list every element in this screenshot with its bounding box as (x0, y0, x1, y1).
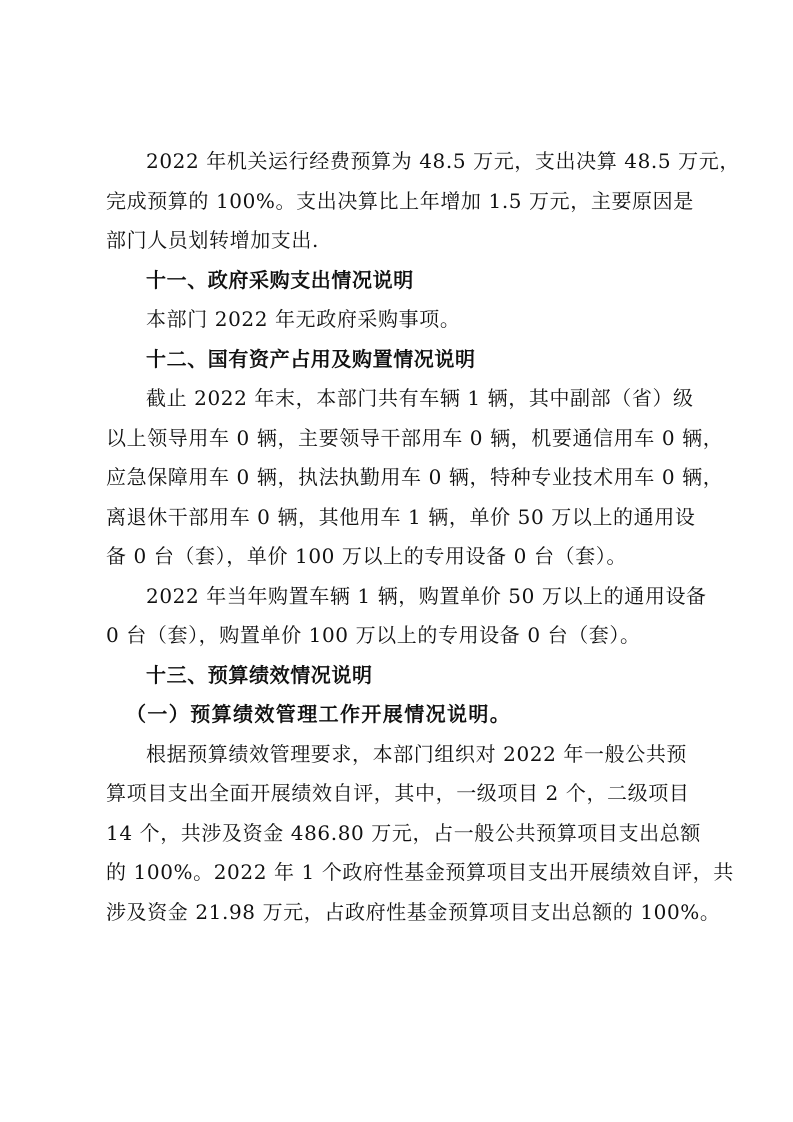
text-line: 14 个，共涉及资金 486.80 万元，占一般公共预算项目支出总额 (106, 820, 701, 845)
section-heading-13: 十三、预算绩效情况说明 (146, 662, 373, 687)
text-line: 备 0 台（套），单价 100 万以上的专用设备 0 台（套）。 (106, 544, 627, 568)
text-line: 截止 2022 年末，本部门共有车辆 1 辆，其中副部（省）级 (146, 386, 694, 410)
paragraph-procurement (106, 300, 690, 340)
text-line: 2022 年机关运行经费预算为 48.5 万元，支出决算 48.5 万元， (146, 149, 740, 173)
paragraph-running-costs (106, 142, 740, 261)
text-line: 应急保障用车 0 辆，执法执勤用车 0 辆，特种专业技术用车 0 辆， (106, 465, 724, 489)
text-line: 部门人员划转增加支出. (106, 228, 319, 252)
text-line: 0 台（套），购置单价 100 万以上的专用设备 0 台（套）。 (106, 623, 641, 647)
paragraph-purchases (106, 577, 707, 656)
text-line: 完成预算的 100%。支出决算比上年增加 1.5 万元，主要原因是 (106, 188, 694, 213)
text-line: 涉及资金 21.98 万元，占政府性基金预算项目支出总额的 100%。 (106, 899, 721, 924)
text-line: 2022 年当年购置车辆 1 辆，购置单价 50 万以上的通用设备 (146, 583, 707, 608)
text-line: 离退休干部用车 0 辆，其他用车 1 辆，单价 50 万以上的通用设 (106, 504, 696, 529)
text-line: 算项目支出全面开展绩效自评，其中，一级项目 2 个，二级项目 (106, 781, 690, 805)
paragraph-assets (106, 379, 724, 577)
text-line: 根据预算绩效管理要求，本部门组织对 2022 年一般公共预 (146, 741, 688, 766)
text-line: 本部门 2022 年无政府采购事项。 (146, 307, 461, 331)
text-line: 以上领导用车 0 辆，主要领导干部用车 0 辆，机要通信用车 0 辆， (106, 425, 724, 450)
section-heading-12: 十二、国有资产占用及购置情况说明 (146, 346, 476, 371)
subsection-heading-13-1: （一）预算绩效管理工作开展情况说明。 (126, 702, 512, 726)
text-line: 的 100%。2022 年 1 个政府性基金预算项目支出开展绩效自评，共 (106, 860, 734, 884)
document-body (106, 142, 740, 932)
paragraph-performance (106, 735, 734, 933)
section-heading-11: 十一、政府采购支出情况说明 (146, 267, 414, 292)
